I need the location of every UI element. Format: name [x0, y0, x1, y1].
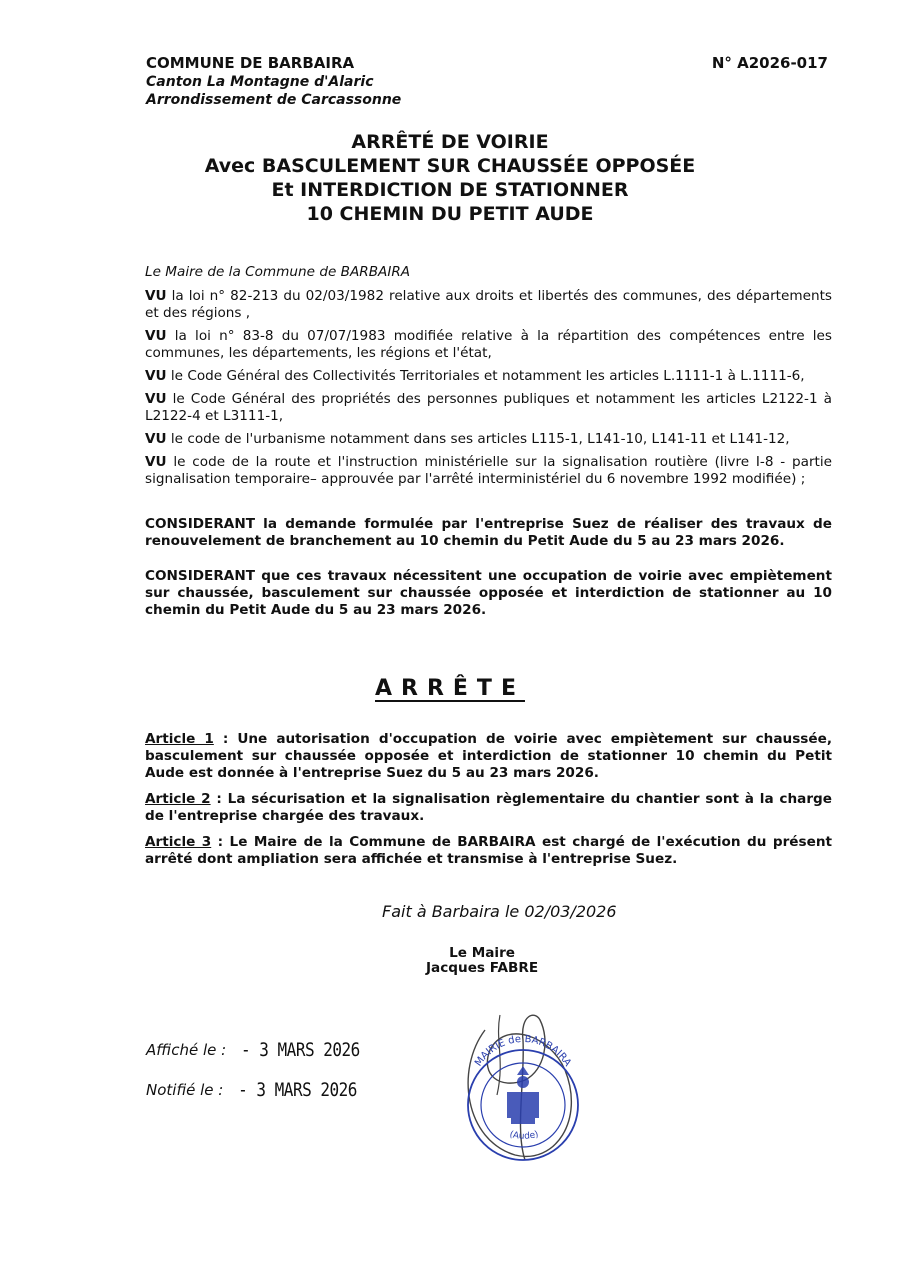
document-title [0, 130, 900, 226]
vu-text: le Code Général des propriétés des personnes publiques et notamment les articles L2122-1 à L2122-4 et L3111-1, [145, 391, 832, 424]
articles [145, 731, 832, 877]
vu-clause [145, 431, 832, 448]
vu-text: le Code Général des Collectivités Territoriales et notamment les articles L.1111-1 à L.1111-6, [166, 368, 805, 384]
arrete-heading-text: ARRÊTE [375, 676, 525, 701]
article-2 [145, 791, 832, 825]
vu-clause [145, 454, 832, 488]
article-label: Article 1 [145, 731, 214, 747]
article-label: Article 2 [145, 791, 211, 807]
preamble [145, 264, 832, 619]
notifie-line [146, 1080, 357, 1099]
vu-key: VU [145, 431, 167, 447]
title-line-1: ARRÊTÉ DE VOIRIE [351, 131, 549, 153]
vu-text: la loi n° 83-8 du 07/07/1983 modifiée relative à la répartition des compétences entre les communes, les départements, les régions et l'état, [145, 328, 832, 361]
vu-key: VU [145, 328, 167, 344]
article-3 [145, 834, 832, 868]
article-1 [145, 731, 832, 782]
seal-text-top: MAIRIE de BARBAIRA [473, 1033, 573, 1069]
fait-line: Fait à Barbaira le 02/03/2026 [382, 902, 617, 921]
title-line-2: Avec BASCULEMENT SUR CHAUSSÉE OPPOSÉE [204, 155, 696, 177]
signatory-role: Le Maire [449, 945, 515, 961]
affiche-line [146, 1040, 360, 1059]
vu-clause [145, 368, 832, 385]
article-text: : Une autorisation d'occupation de voirie avec empiètement sur chaussée, basculement sur chaussée opposée et interdiction de stationner 10 chemin du Petit Aude est donnée à l'entreprise Suez du 5 au 23 mars 2026. [145, 731, 832, 781]
seal-text-bottom: (Aude) [508, 1129, 540, 1142]
vu-clause [145, 391, 832, 425]
vu-clause [145, 328, 832, 362]
article-label: Article 3 [145, 834, 212, 850]
vu-key: VU [145, 368, 167, 384]
mairie-seal-icon [445, 1000, 595, 1170]
signatory-name: Jacques FABRE [426, 960, 539, 976]
commune-name: COMMUNE DE BARBAIRA [146, 54, 355, 72]
notifie-date: - 3 MARS 2026 [238, 1078, 357, 1101]
title-line-4: 10 CHEMIN DU PETIT AUDE [306, 203, 594, 225]
vu-key: VU [145, 391, 167, 407]
canton-name: Canton La Montagne d'Alaric [146, 74, 374, 90]
notifie-label: Notifié le : [146, 1081, 224, 1099]
affiche-date: - 3 MARS 2026 [241, 1038, 360, 1061]
considerant-2: CONSIDERANT que ces travaux nécessitent une occupation de voirie avec empiètement sur chaussée, basculement sur chaussée opposée et interdiction de stationner au 10 chemin du Petit Aude du 5 au 23 mars 2026. [145, 568, 832, 618]
seal-emblem [507, 1066, 539, 1124]
vu-text: la loi n° 82-213 du 02/03/1982 relative aux droits et libertés des communes, des départements et des régions , [145, 288, 832, 321]
signatory-block [426, 946, 538, 976]
arrondissement-name: Arrondissement de Carcassonne [146, 92, 402, 108]
arrete-heading [0, 676, 900, 701]
vu-key: VU [145, 288, 167, 304]
article-text: : Le Maire de la Commune de BARBAIRA est chargé de l'exécution du présent arrêté dont ampliation sera affichée et transmise à l'entreprise Suez. [145, 834, 832, 867]
decree-number: N° A2026-017 [711, 54, 828, 72]
considerant-1: CONSIDERANT la demande formulée par l'entreprise Suez de réaliser des travaux de renouvelement de branchement au 10 chemin du Petit Aude du 5 au 23 mars 2026. [145, 516, 832, 549]
article-text: : La sécurisation et la signalisation règlementaire du chantier sont à la charge de l'entreprise chargée des travaux. [145, 791, 832, 824]
vu-clause [145, 288, 832, 322]
vu-text: le code de la route et l'instruction ministérielle sur la signalisation routière (livre I-8 - partie signalisation temporaire– approuvée par l'arrêté interministériel du 6 novembre 1992 modifiée) ; [145, 454, 832, 487]
intro-line: Le Maire de la Commune de BARBAIRA [145, 264, 411, 280]
vu-key: VU [145, 454, 167, 470]
vu-text: le code de l'urbanisme notamment dans ses articles L115-1, L141-10, L141-11 et L141-12, [166, 431, 790, 447]
header-left [146, 54, 401, 109]
title-line-3: Et INTERDICTION DE STATIONNER [271, 179, 629, 201]
affiche-label: Affiché le : [146, 1041, 227, 1059]
